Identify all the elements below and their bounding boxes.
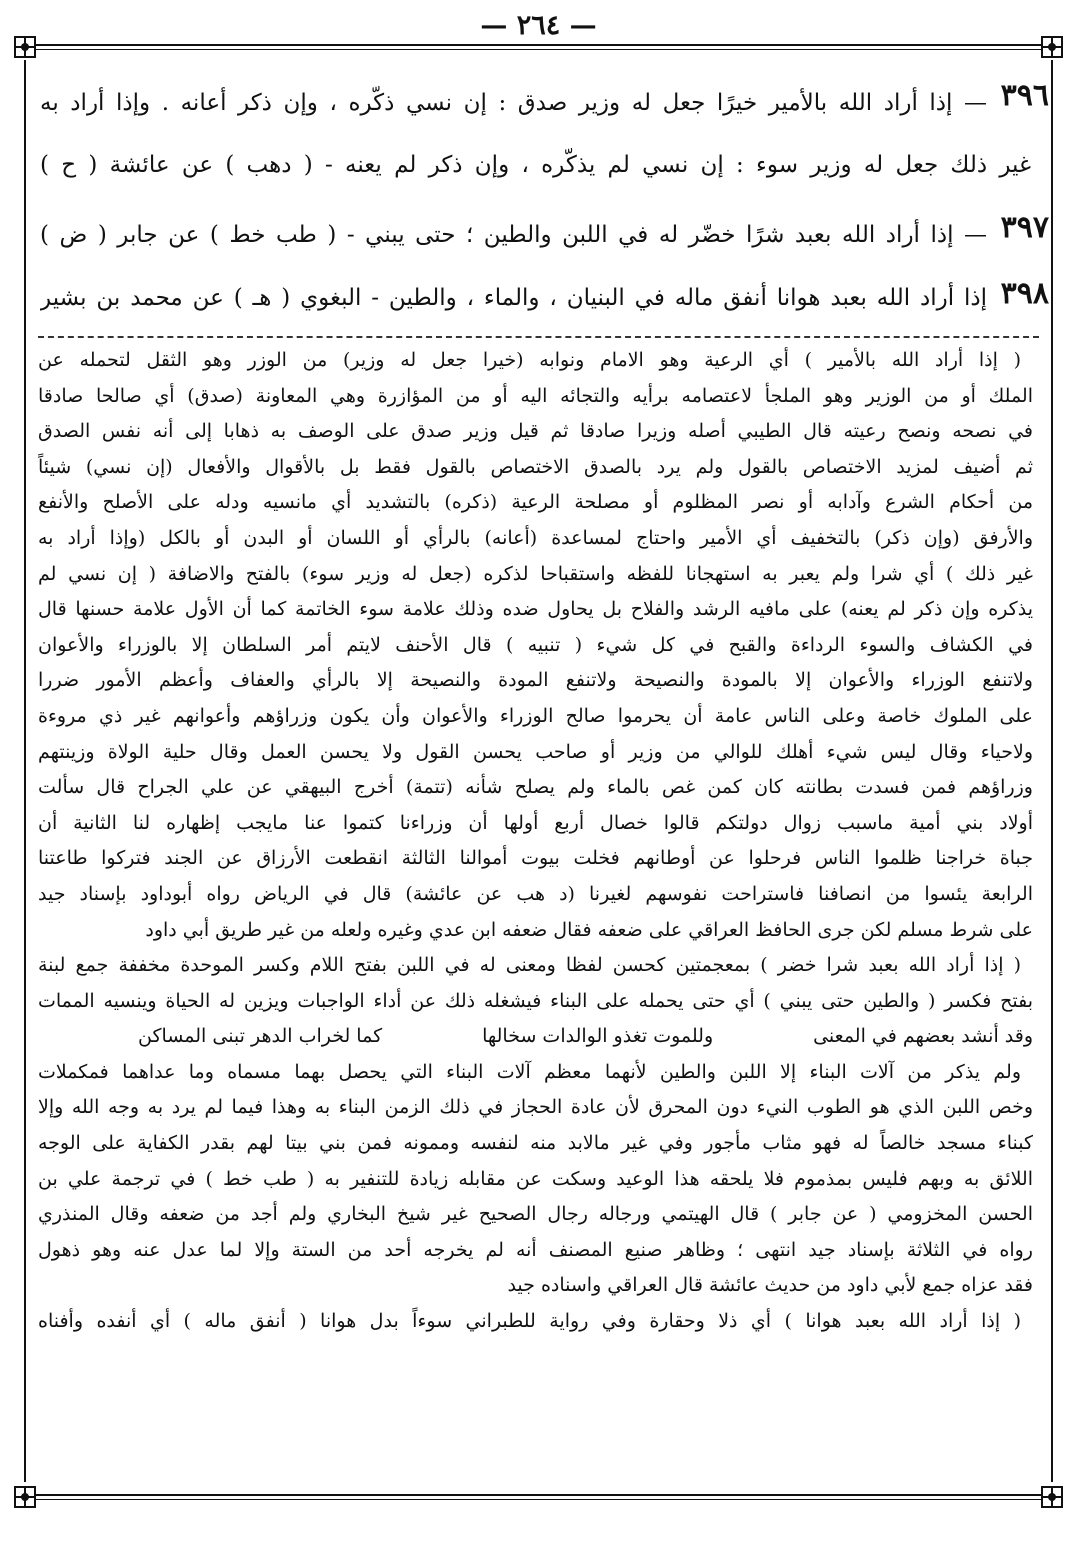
frame-top-rule (36, 44, 1041, 46)
commentary-line: بفتح فكسر ( والطين حتى يبني ) أي حتى يحمله على البناء فيشغله ذلك عن أداء الواجبات ويزين له الحياة وينسيه الممات (38, 989, 1033, 1012)
commentary-line: الملك أو من الوزير وهو الملجأ لاعتصامه برأيه والتجائه اليه أو من المؤازرة وهي المعاونة (صدق) أي صالحا صادقا (38, 384, 1033, 407)
commentary-line: الحسن المخزومي ( عن جابر ) قال الهيتمي ورجاله رجال الصحيح غير شيخ البخاري ولم أجد من ضعفه وقال المنذري (38, 1203, 1033, 1226)
hadith-number: ٣٩٨ (1000, 276, 1049, 311)
verse-hemistich-b: كما لخراب الدهر تبنى المساكن (138, 1025, 383, 1048)
commentary-line: في الكشاف والسوء الرداءة والقبح في كل شيء ( تنبيه ) قال الأحنف لايتم أمر السلطان إلا بالوزراء والأعوان (38, 633, 1033, 656)
commentary-line: فقد عزاه جمع لأبي داود من حديث عائشة قال العراقي واسناده جيد (507, 1274, 1033, 1297)
frame-right-rule (1051, 60, 1053, 1482)
commentary-line: ولاتنفع الوزراء والأعوان إلا بالمودة والنصيحة ولاتنفع المودة والنصيحة إلا بالرأي والعفاف وأعظم الأمور ضررا (38, 669, 1033, 692)
commentary-line: ( إذا أراد الله بعبد شرا خضر ) بمعجمتين كحسن لفظا ومعنى له في اللبن بفتح اللام وكسر الموحدة مخففة جمع لبنة (38, 954, 1021, 977)
commentary-line: على الملوك خاصة وعلى الناس عامة أن يحرموا صالح الوزراء والأعوان وأن يكون وزراؤهم وأعوانهم غير ذي مروءة (38, 704, 1033, 727)
frame-bottom-rule-inner (36, 1499, 1041, 1500)
frame-bottom-rule (36, 1494, 1041, 1496)
dashed-separator (38, 336, 1039, 338)
commentary-line: في نصحه ونصح رعيته قال الطيبي أصله وزيرا صادقا ثم قيل وزير صدق على الوصف به ذهابا إلى أنه نفس الصدق (38, 420, 1033, 443)
commentary-line: من أحكام الشرع وآدابه أو نصر المظلوم أو مصلحة الرعية (ذكره) بالتشديد أي مانسيه ودله على الأصلح والأنفع (38, 491, 1033, 514)
corner-ornament-icon (1039, 1484, 1065, 1510)
hadith-line: إذا أراد الله بعبد هوانا أنفق ماله في البنيان ، والماء ، والطين - البغوي ( هـ ) عن محمد بن بشير (40, 285, 987, 311)
commentary-line: ( إذا أراد الله بعبد هوانا ) أي ذلا وحقارة وفي رواية للطبراني سوءاً بدل هوانا ( أنفق ماله ) أي أنفده وأفناه (38, 1310, 1021, 1333)
commentary-line: أولاد بني أمية ماسبب زوال دولتكم قالوا خصال أربع أولها أن وزراءنا كتموا عنا مايجب إظهاره لنا الثانية أن (38, 811, 1033, 834)
commentary-line: ولم يذكر من آلات البناء إلا اللبن والطين لأنهما معظم آلات البناء التي يحصل بهما مسماه وما عداهما فمكملات (38, 1060, 1021, 1083)
commentary-line: وزراؤهم فمن فسدت بطانته كان كمن غص بالماء ولم يصلح شأنه (تتمة) أخرج البيهقي عن علي الجراح قال سألت (38, 776, 1033, 799)
commentary-line: على شرط مسلم لكن جرى الحافظ العراقي على ضعفه فقال ضعفه ابن عدي وغيره ولعله من غير طريق أبي داود (145, 918, 1033, 941)
commentary-line: جباة خراجنا ظلموا الناس فرحلوا عن أوطانهم فخلت بيوت أموالنا الثالثة انقطعت الأرزاق عن الجند فتركوا طاعتنا (38, 847, 1033, 870)
verse-hemistich-a: وللموت تغذو الوالدات سخالها (482, 1025, 714, 1048)
verse-lead: وقد أنشد بعضهم في المعنى (813, 1025, 1033, 1048)
commentary-line: كبناء مسجد خالصاً له فهو مثاب مأجور وفي غير مالابد منه لنفسه وممونه فمن بني بيتا لهم بقدر الكفاية على الوجه (38, 1132, 1033, 1155)
commentary-block (38, 343, 1033, 1340)
page-number: — ٢٦٤ — (480, 10, 597, 41)
commentary-line: ثم أضيف لمزيد الاختصاص بالقول ولم يرد بالصدق الاختصاص بالقول فقط بل بالأقوال والأفعال (إن نسي) شيئاً (38, 455, 1033, 478)
hadith-line: غير ذلك جعل له وزير سوء : إن نسي لم يذكّره ، وإن ذكر لم يعنه - ( دهب ) عن عائشة ( ح ) (40, 152, 1031, 178)
frame-left-rule (24, 60, 26, 1482)
frame-top-rule-inner (36, 49, 1041, 50)
hadith-number: ٣٩٦ (1000, 78, 1049, 113)
commentary-line: الرابعة يئسوا من انصافنا فاستراحت نفوسهم لغيرنا (د هب عن عائشة) قال في الرياض رواه أبوداود بإسناد جيد (38, 882, 1033, 905)
commentary-line: رواه في الثلاثة بإسناد جيد انتهى ؛ وظاهر صنيع المصنف أنه لم يخرجه أحد من الستة وإلا لما عدل عنه وهو ذهول (38, 1238, 1033, 1261)
hadith-number: ٣٩٧ (1000, 210, 1049, 245)
commentary-line: غير ذلك ) أي شرا ولم يعبر به استهجانا للفظه واستقباحا لذكره (جعل له وزير سوء) بالفتح والاضافة ( إن نسي لم (38, 562, 1033, 585)
verse-line (38, 1019, 1033, 1055)
commentary-line: ( إذا أراد الله بالأمير ) أي الرعية وهو الامام ونوابه (خيرا جعل له وزير) من الوزر وهو الثقل لتحمله عن (38, 349, 1021, 371)
hadith-line: — إذا أراد الله بعبد شرًا خضّر له في اللبن والطين ؛ حتى يبني - ( طب خط ) عن جابر ( ض ) (40, 222, 987, 248)
commentary-line: والأرفق (وإن ذكر) بالتخفيف أي الأمير واحتاج لمساعدة (أعانه) بالرأي أو اللسان أو البدن أو بالكل (وإذا أراد به (38, 526, 1033, 549)
commentary-line: ولاحياء وقال ليس شيء أهلك للوالي من وزير أو صاحب يحسن القول ولا يحسن العمل وقال حلية الولاة وزينتهم (38, 740, 1033, 763)
commentary-line: وخص اللبن الذي هو الطوب النيء دون المحرق لأن عادة الحجاز في ذلك الزمن البناء به وهذا فيما لم يرد به وجه الله وإلا (38, 1096, 1033, 1119)
commentary-line: اللائق به وبهم فليس بمذموم فلا يلحقه هذا الوعيد وسكت عن مقابله زيادة للتنفير به ( طب خط ) في ترجمة علي بن (38, 1167, 1033, 1190)
corner-ornament-icon (12, 1484, 38, 1510)
hadith-line: — إذا أراد الله بالأمير خيرًا جعل له وزير صدق : إن نسي ذكّره ، وإن ذكر أعانه . وإذا أراد به (40, 90, 987, 116)
commentary-line: يذكره وإن ذكر لم يعنه) على مافيه الرشد والفلاح بل يحاول ضده وذلك علامة سوء الخاتمة كما أن الأول علامة حسنها قال (38, 598, 1033, 621)
